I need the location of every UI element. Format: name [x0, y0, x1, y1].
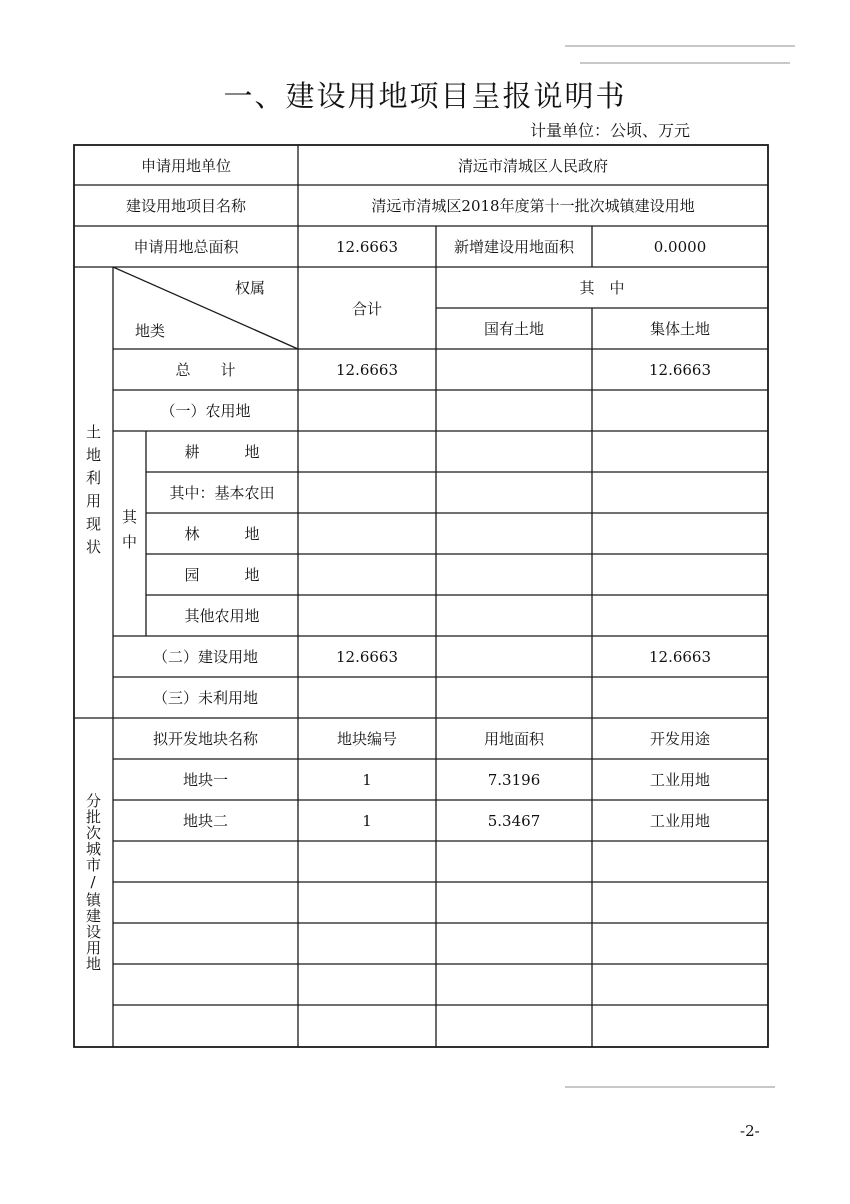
parcel-7-use: [592, 1005, 768, 1047]
row-forest-state: [436, 513, 592, 554]
parcel-7-area: [436, 1005, 592, 1047]
page-number: -2-: [740, 1122, 760, 1140]
row-label-construction: （二）建设用地: [152, 648, 258, 666]
parcel-4-area: [436, 882, 592, 923]
row-agricultural-state: [436, 390, 592, 431]
row-garden-total: [298, 554, 436, 595]
row-other-agricultural-state: [436, 595, 592, 636]
row-garden-state: [436, 554, 592, 595]
row-unused-total: [298, 677, 436, 718]
parcel-2-area: 5.3467: [487, 811, 541, 830]
row-cultivated-collective: [592, 431, 768, 472]
parcel-6-name: [113, 964, 298, 1005]
row-other-agricultural-total: [298, 595, 436, 636]
row-construction-collective: 12.6663: [648, 647, 712, 666]
parcel-7-number: [298, 1005, 436, 1047]
row-label-total: 总 计: [175, 361, 236, 379]
row-agricultural-collective: [592, 390, 768, 431]
row-forest-total: [298, 513, 436, 554]
parcel-3-number: [298, 841, 436, 882]
row-total-total: 12.6663: [335, 360, 399, 379]
parcel-6-area: [436, 964, 592, 1005]
row-label-basic-farmland: 其中：基本农田: [169, 484, 275, 502]
parcel-6-use: [592, 964, 768, 1005]
new-area-label: 新增建设用地面积: [453, 238, 574, 256]
parcel-2-number: 1: [362, 811, 372, 830]
parcel-1-use: 工业用地: [649, 771, 710, 789]
new-area-value: 0.0000: [653, 237, 707, 256]
parcel-4-use: [592, 882, 768, 923]
row-basic-farmland-total: [298, 472, 436, 513]
row-label-agricultural: （一）农用地: [160, 402, 251, 420]
row-agricultural-total: [298, 390, 436, 431]
land-use-section-label: 土地利用现状: [84, 423, 102, 562]
row-cultivated-state: [436, 431, 592, 472]
header-category: 地类: [134, 321, 165, 340]
row-label-other-agricultural: 其他农用地: [184, 607, 260, 625]
parcel-4-number: [298, 882, 436, 923]
row-construction-state: [436, 636, 592, 677]
parcel-3-name: [113, 841, 298, 882]
row-basic-farmland-state: [436, 472, 592, 513]
project-label: 建设用地项目名称: [125, 197, 246, 215]
document-title: 一、建设用地项目呈报说明书: [223, 79, 627, 113]
header-total: 合计: [351, 299, 382, 318]
parcel-5-name: [113, 923, 298, 964]
parcel-5-use: [592, 923, 768, 964]
total-area-value: 12.6663: [335, 237, 399, 256]
row-other-agricultural-collective: [592, 595, 768, 636]
row-label-forest: 林 地: [184, 525, 260, 543]
row-label-unused: （三）未利用地: [152, 689, 258, 707]
parcel-2-name: 地块二: [182, 812, 228, 830]
row-label-cultivated: 耕 地: [184, 443, 260, 461]
applicant-value: 清远市清城区人民政府: [457, 156, 608, 175]
parcel-4-name: [113, 882, 298, 923]
header-collective-land: 集体土地: [649, 320, 710, 338]
parcel-6-number: [298, 964, 436, 1005]
row-label-garden: 园 地: [184, 566, 260, 584]
parcels-header-name: 拟开发地块名称: [152, 730, 258, 748]
of-which-label: 其中: [120, 508, 138, 559]
applicant-label: 申请用地单位: [140, 156, 231, 175]
row-basic-farmland-collective: [592, 472, 768, 513]
parcel-3-use: [592, 841, 768, 882]
parcel-1-area: 7.3196: [487, 770, 541, 789]
parcels-header-area: 用地面积: [483, 730, 544, 748]
measurement-unit: 计量单位：公顷、万元: [529, 121, 690, 140]
parcels-header-use: 开发用途: [649, 730, 710, 748]
parcels-section-label: 分批次城市/镇建设用地: [84, 793, 102, 972]
row-total-collective: 12.6663: [648, 360, 712, 379]
header-ownership: 权属: [234, 278, 265, 297]
row-unused-collective: [592, 677, 768, 718]
header-of-which: 其 中: [579, 279, 625, 297]
row-construction-total: 12.6663: [335, 647, 399, 666]
project-value: 清远市清城区2018年度第十一批次城镇建设用地: [371, 197, 695, 215]
row-cultivated-total: [298, 431, 436, 472]
row-forest-collective: [592, 513, 768, 554]
total-area-label: 申请用地总面积: [133, 238, 239, 256]
row-total-state: [436, 349, 592, 390]
parcels-header-number: 地块编号: [336, 730, 397, 748]
parcel-3-area: [436, 841, 592, 882]
header-state-land: 国有土地: [483, 320, 544, 338]
row-unused-state: [436, 677, 592, 718]
parcel-5-number: [298, 923, 436, 964]
row-garden-collective: [592, 554, 768, 595]
parcel-1-number: 1: [362, 770, 372, 789]
parcel-1-name: 地块一: [182, 771, 228, 789]
parcel-5-area: [436, 923, 592, 964]
parcel-2-use: 工业用地: [649, 812, 710, 830]
parcel-7-name: [113, 1005, 298, 1047]
